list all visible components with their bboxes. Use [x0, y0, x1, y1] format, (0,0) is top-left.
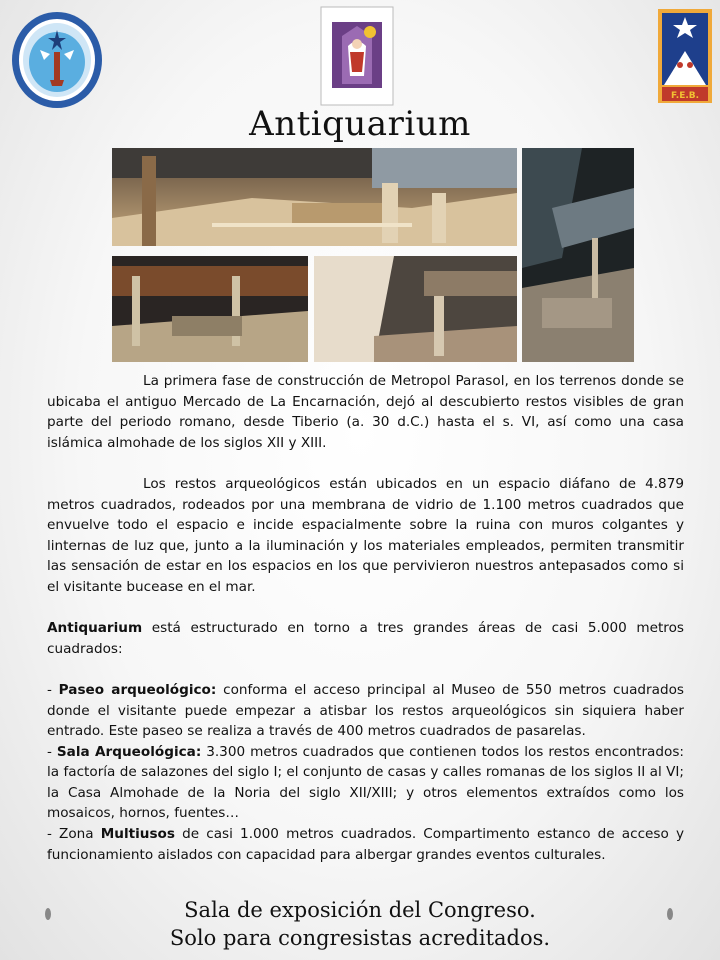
footer-line-1: Sala de exposición del Congreso.: [184, 898, 536, 922]
list-item-zona: [47, 824, 684, 865]
list-dash: -: [47, 681, 59, 698]
ruins-photo-wide: [112, 148, 517, 246]
list-item-text: de casi 1.000 metros cuadrados. Compartimento estanco de acceso y funcionamiento aislados con capacidad para albergar grandes eventos culturales.: [47, 826, 684, 863]
footer-note: [0, 896, 720, 952]
association-seal-logo: [10, 10, 104, 110]
ruins-photo-image: [314, 256, 517, 362]
list-item-term: Multiusos: [100, 826, 175, 843]
association-seal-icon: [10, 10, 104, 110]
association-emblem-icon: [320, 6, 394, 106]
ruins-photo-tall: [522, 148, 634, 362]
article-body: [47, 371, 684, 865]
footer-line-2: Solo para congresistas acreditados.: [169, 926, 551, 950]
list-dash: -: [47, 743, 57, 760]
paragraph-structure: [47, 618, 684, 659]
federation-shield-icon: [656, 7, 714, 107]
paragraph-intro: La primera fase de construcción de Metropol Parasol, en los terrenos donde se ubicaba el antiguo Mercado de La Encarnación, dejó al descubierto restos visibles de gran parte del periodo romano, desde Tiberio (a. 30 d.C.) hasta el s. VI, así como una casa islámica almohade de los siglos XII y XIII.: [47, 373, 684, 451]
list-item-text: 3.300 metros cuadrados que contienen todos los restos encontrados: la factoría de salazones del siglo I; el conjunto de casas y calles romanas de los siglos II al VI; la Casa Almohade de la Noria del siglo XII/XIII; y otros elementos extraídos como los mosaicos, hornos, fuentes…: [47, 743, 684, 822]
list-item-term: Sala Arqueológica:: [56, 743, 202, 760]
list-item-term: Paseo arqueológico:: [58, 681, 217, 698]
federation-shield-logo: [656, 7, 714, 107]
ruins-photo-image: [112, 256, 308, 362]
association-emblem-logo: [320, 6, 394, 106]
structure-text: está estructurado en torno a tres grandes áreas de casi 5.000 metros cuadrados:: [47, 620, 684, 657]
ruins-photo-left: [112, 256, 308, 362]
page-title: Antiquarium: [249, 104, 471, 144]
list-item-paseo: [47, 680, 684, 742]
federation-initials: F.E.B.: [670, 91, 700, 101]
list-item-sala: [47, 742, 684, 824]
paragraph-remains: Los restos arqueológicos están ubicados en un espacio diáfano de 4.879 metros cuadrados, rodeados por una membrana de vidrio de 1.100 metros cuadrados que envuelve todo el espacio e incide espacialmente sobre la ruina con muros colgantes y linternas de luz que, junto a la iluminación y los materiales empleados, permiten transmitir las sensación de estar en los espacios en los que pervivieron nuestros antepasados como si el visitante bucease en el mar.: [47, 475, 684, 595]
ruins-photo-image: [112, 148, 517, 246]
list-item-text: conforma el acceso principal al Museo de 550 metros cuadrados donde el visitante puede empezar a atisbar los restos arqueológicos sin siquiera haber entrado. Este paseo se realiza a través de 400 metros cuadrados de pasarelas.: [47, 681, 684, 740]
ruins-photo-image: [522, 148, 634, 362]
list-dash: - Zona: [47, 826, 101, 843]
structure-term: Antiquarium: [47, 620, 143, 637]
ruins-photo-center: [314, 256, 517, 362]
